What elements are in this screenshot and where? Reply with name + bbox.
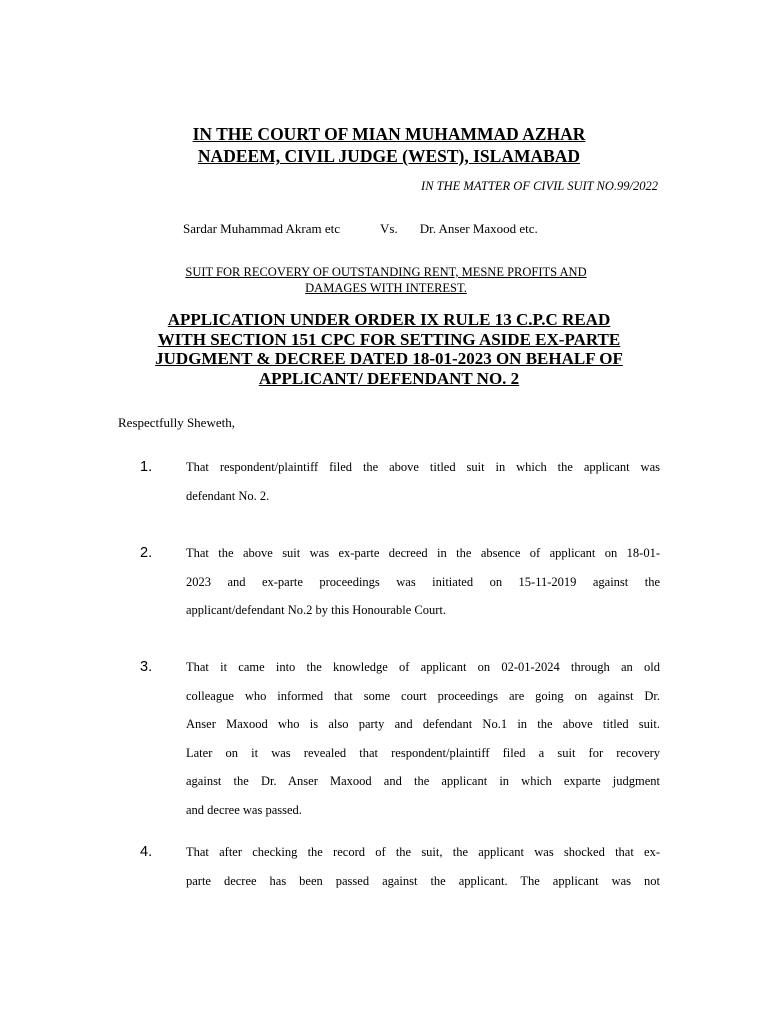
paragraph-text — [186, 653, 660, 824]
court-title-line-1: IN THE COURT OF MIAN MUHAMMAD AZHAR — [192, 124, 586, 144]
paragraph-number: 4. — [140, 844, 153, 860]
paragraph-line: against the Dr. Anser Maxood and the applicant in which exparte judgment — [186, 774, 660, 788]
paragraph-text — [186, 453, 660, 510]
suit-title — [120, 264, 652, 296]
paragraph-number: 2. — [140, 545, 153, 561]
application-title-line-1: APPLICATION UNDER ORDER IX RULE 13 C.P.C READ — [167, 310, 611, 329]
paragraph-line: parte decree has been passed against the applicant. The applicant was not — [186, 873, 660, 888]
application-title-line-2: WITH SECTION 151 CPC FOR SETTING ASIDE EX-PARTE — [157, 329, 621, 349]
suit-title-line-1: SUIT FOR RECOVERY OF OUTSTANDING RENT, MESNE PROFITS AND — [185, 265, 587, 279]
paragraph-line: Later on it was revealed that respondent/plaintiff filed a suit for recovery — [186, 745, 660, 760]
paragraph-text — [186, 838, 660, 895]
paragraph-line: That it came into the knowledge of applicant on 02-01-2024 through an old — [186, 660, 660, 674]
suit-title-line-2: DAMAGES WITH INTEREST. — [305, 281, 467, 295]
paragraph-line: Anser Maxood who is also party and defendant No.1 in the above titled suit. — [186, 717, 660, 731]
court-title — [100, 123, 678, 167]
paragraph-number: 3. — [140, 659, 153, 675]
paragraph-line: 2023 and ex-parte proceedings was initiated on 15-11-2019 against the — [186, 574, 660, 589]
paragraph-line: defendant No. 2. — [186, 488, 270, 503]
salutation: Respectfully Sheweth, — [118, 415, 235, 430]
paragraph-text — [186, 539, 660, 625]
paragraph-line: That after checking the record of the suit, the applicant was shocked that ex- — [186, 845, 660, 859]
application-title-line-3: JUDGMENT & DECREE DATED 18-01-2023 ON BEHALF OF — [155, 349, 623, 368]
application-title — [100, 310, 678, 388]
defendant-name: Dr. Anser Maxood etc. — [419, 221, 538, 236]
matter-reference: IN THE MATTER OF CIVIL SUIT NO.99/2022 — [421, 179, 658, 193]
plaintiff-name: Sardar Muhammad Akram etc — [183, 221, 341, 236]
paragraph-line: That the above suit was ex-parte decreed in the absence of applicant on 18-01- — [186, 546, 660, 560]
paragraph-line: That respondent/plaintiff filed the above titled suit in which the applicant was — [186, 460, 660, 474]
paragraph-number: 1. — [140, 459, 153, 475]
versus-label: Vs. — [380, 221, 398, 236]
application-title-line-4: APPLICANT/ DEFENDANT NO. 2 — [258, 368, 520, 388]
paragraph-line: applicant/defendant No.2 by this Honourable Court. — [186, 603, 447, 617]
parties-line — [183, 221, 538, 237]
court-title-line-2: NADEEM, CIVIL JUDGE (WEST), ISLAMABAD — [197, 146, 581, 166]
paragraph-line: and decree was passed. — [186, 802, 302, 817]
paragraph-line: colleague who informed that some court proceedings are going on against Dr. — [186, 688, 660, 703]
